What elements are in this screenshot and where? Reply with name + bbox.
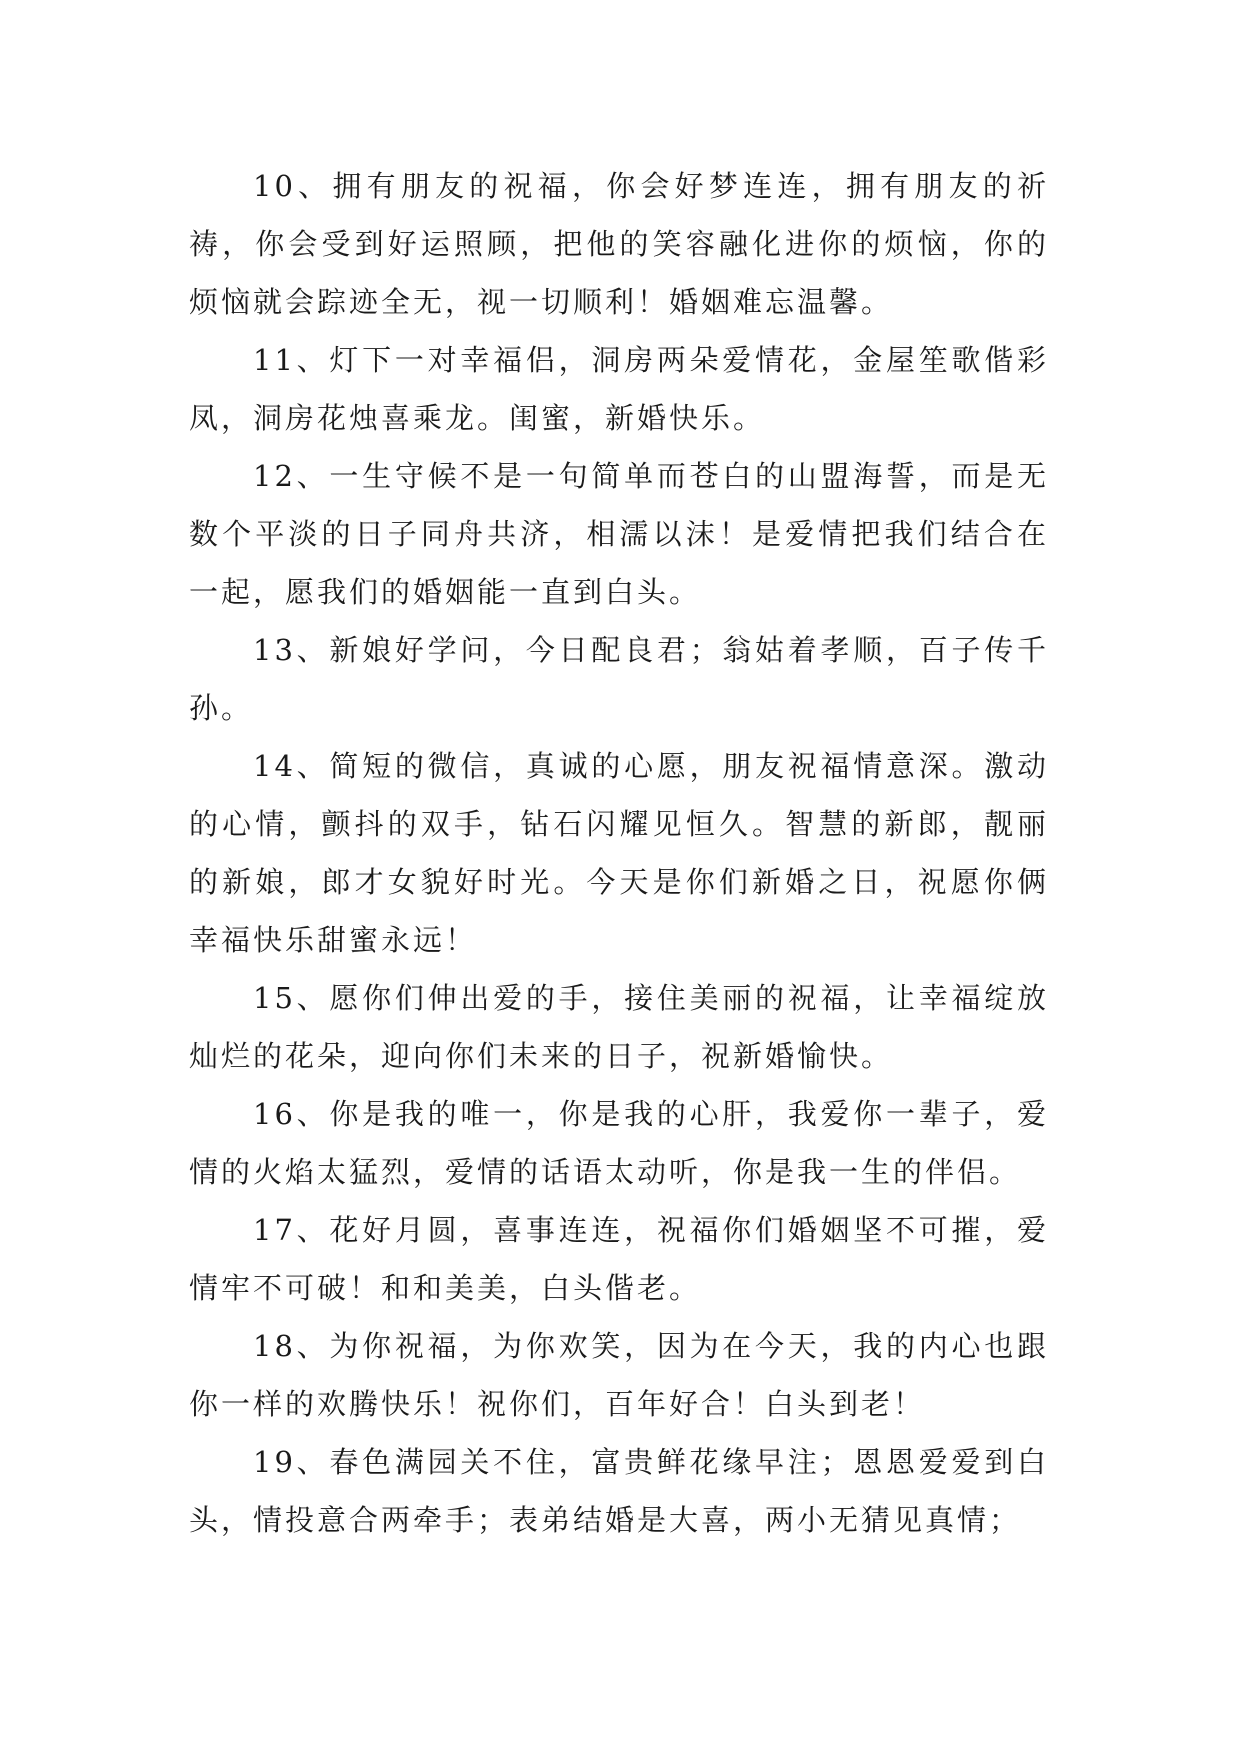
paragraph-12: 12、一生守候不是一句简单而苍白的山盟海誓，而是无数个平淡的日子同舟共济，相濡以沫！是爱情把我们结合在一起，愿我们的婚姻能一直到白头。 xyxy=(189,459,1049,609)
paragraph-19: 19、春色满园关不住，富贵鲜花缘早注；恩恩爱爱到白头，情投意合两牵手；表弟结婚是大喜，两小无猜见真情； xyxy=(189,1445,1049,1537)
paragraph-16: 16、你是我的唯一，你是我的心肝，我爱你一辈子，爱情的火焰太猛烈，爱情的话语太动听，你是我一生的伴侣。 xyxy=(189,1097,1049,1189)
paragraph-13: 13、新娘好学问，今日配良君；翁姑着孝顺，百子传千孙。 xyxy=(189,633,1049,725)
paragraph-14: 14、简短的微信，真诚的心愿，朋友祝福情意深。激动的心情，颤抖的双手，钻石闪耀见恒久。智慧的新郎，靓丽的新娘，郎才女貌好时光。今天是你们新婚之日，祝愿你俩幸福快乐甜蜜永远！ xyxy=(189,749,1049,957)
paragraph-15: 15、愿你们伸出爱的手，接住美丽的祝福，让幸福绽放灿烂的花朵，迎向你们未来的日子，祝新婚愉快。 xyxy=(189,981,1049,1073)
document-body xyxy=(189,157,1049,1549)
paragraph-18: 18、为你祝福，为你欢笑，因为在今天，我的内心也跟你一样的欢腾快乐！祝你们，百年好合！白头到老！ xyxy=(189,1329,1049,1421)
paragraph-11: 11、灯下一对幸福侣，洞房两朵爱情花，金屋笙歌偕彩凤，洞房花烛喜乘龙。闺蜜，新婚快乐。 xyxy=(189,343,1049,435)
paragraph-10: 10、拥有朋友的祝福，你会好梦连连，拥有朋友的祈祷，你会受到好运照顾，把他的笑容融化进你的烦恼，你的烦恼就会踪迹全无，视一切顺利！婚姻难忘温馨。 xyxy=(189,169,1049,319)
paragraph-17: 17、花好月圆，喜事连连，祝福你们婚姻坚不可摧，爱情牢不可破！和和美美，白头偕老。 xyxy=(189,1213,1049,1305)
